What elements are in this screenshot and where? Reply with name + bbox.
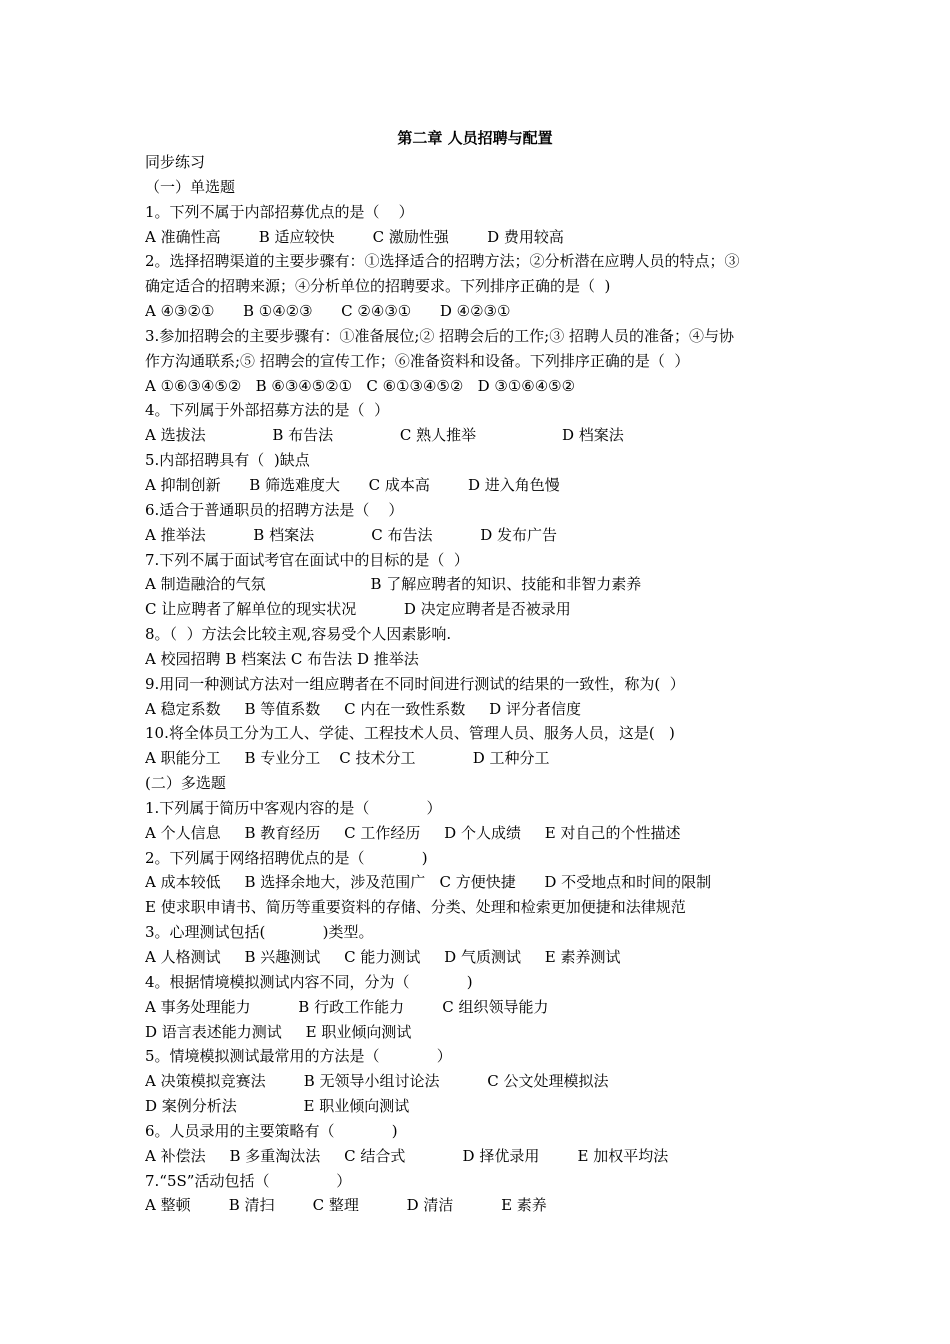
text-line: 4。根据情境模拟测试内容不同，分为（ ) (145, 972, 473, 991)
text-line: A 推举法 B 档案法 C 布告法 D 发布广告 (145, 525, 558, 544)
text-line: A 职能分工 B 专业分工 C 技术分工 D 工种分工 (145, 749, 550, 768)
text-line: C 让应聘者了解单位的现实状况 D 决定应聘者是否被录用 (145, 600, 571, 619)
text-line: E 使求职申请书、简历等重要资料的存储、分类、处理和检索更加便捷和法律规范 (145, 898, 686, 917)
text-line: A 事务处理能力 B 行政工作能力 C 组织领导能力 (145, 997, 549, 1016)
text-line: 6。人员录用的主要策略有（ ) (145, 1121, 398, 1140)
text-line: A 抑制创新 B 筛选难度大 C 成本高 D 进入角色慢 (145, 475, 560, 494)
text-line: A ①⑥③④⑤② B ⑥③④⑤②① C ⑥①③④⑤② D ③①⑥④⑤② (145, 376, 576, 395)
text-line: A 校园招聘 B 档案法 C 布告法 D 推举法 (145, 649, 419, 668)
text-line: 3。心理测试包括( )类型。 (145, 923, 374, 942)
text-line: 作方沟通联系;⑤ 招聘会的宣传工作；⑥准备资料和设备。下列排序正确的是（ ） (145, 351, 690, 370)
text-line: 1。下列不属于内部招募优点的是（ ） (145, 202, 414, 221)
text-line: A 准确性高 B 适应较快 C 激励性强 D 费用较高 (145, 227, 564, 246)
text-line: 1.下列属于简历中客观内容的是（ ） (145, 798, 442, 817)
text-line: A 稳定系数 B 等值系数 C 内在一致性系数 D 评分者信度 (145, 699, 581, 718)
text-line: A 成本较低 B 选择余地大，涉及范围广 C 方便快捷 D 不受地点和时间的限制 (145, 873, 712, 892)
text-line: （一）单选题 (145, 177, 236, 196)
text-line: 7.“5S”活动包括（ ） (145, 1171, 352, 1190)
text-line: A 个人信息 B 教育经历 C 工作经历 D 个人成绩 E 对自己的个性描述 (145, 823, 681, 842)
text-line: (二）多选题 (145, 774, 226, 793)
exercise-content (145, 150, 815, 1218)
text-line: A 制造融洽的气氛 B 了解应聘者的知识、技能和非智力素养 (145, 575, 642, 594)
text-line: 7.下列不属于面试考官在面试中的目标的是（ ） (145, 550, 469, 569)
text-line: 10.将全体员工分为工人、学徒、工程技术人员、管理人员、服务人员，这是( ) (145, 724, 675, 743)
text-line: 4。下列属于外部招募方法的是（ ） (145, 401, 390, 420)
text-line: 确定适合的招聘来源；④分析单位的招聘要求。下列排序正确的是（ ) (145, 277, 611, 296)
text-line: 8。（ ）方法会比较主观,容易受个人因素影响. (145, 625, 452, 644)
text-line: 5.内部招聘具有（ )缺点 (145, 451, 310, 470)
text-line: A 决策模拟竞赛法 B 无领导小组讨论法 C 公文处理模拟法 (145, 1072, 609, 1091)
text-line: 5。情境模拟测试最常用的方法是（ ） (145, 1047, 452, 1066)
text-line: 2。选择招聘渠道的主要步骤有：①选择适合的招聘方法；②分析潜在应聘人员的特点；③ (145, 252, 740, 271)
text-line: A 选拔法 B 布告法 C 熟人推举 D 档案法 (145, 426, 624, 445)
text-line: A 补偿法 B 多重淘汰法 C 结合式 D 择优录用 E 加权平均法 (145, 1146, 669, 1165)
text-line: D 语言表述能力测试 E 职业倾向测试 (145, 1022, 412, 1041)
text-line: 同步练习 (145, 153, 206, 171)
text-line: A ④③②① B ①④②③ C ②④③① D ④②③① (145, 302, 511, 321)
text-line: A 整顿 B 清扫 C 整理 D 清洁 E 素养 (145, 1196, 547, 1215)
chapter-title: 第二章 人员招聘与配置 (397, 129, 553, 147)
text-line: D 案例分析法 E 职业倾向测试 (145, 1097, 410, 1116)
text-line: 3.参加招聘会的主要步骤有：①准备展位;② 招聘会后的工作;③ 招聘人员的准备；④与协 (145, 326, 734, 345)
text-line: 6.适合于普通职员的招聘方法是（ ） (145, 500, 404, 519)
text-line: A 人格测试 B 兴趣测试 C 能力测试 D 气质测试 E 素养测试 (145, 948, 621, 966)
text-line: 9.用同一种测试方法对一组应聘者在不同时间进行测试的结果的一致性，称为( ） (145, 674, 685, 693)
text-line: 2。下列属于网络招聘优点的是（ ) (145, 848, 428, 867)
